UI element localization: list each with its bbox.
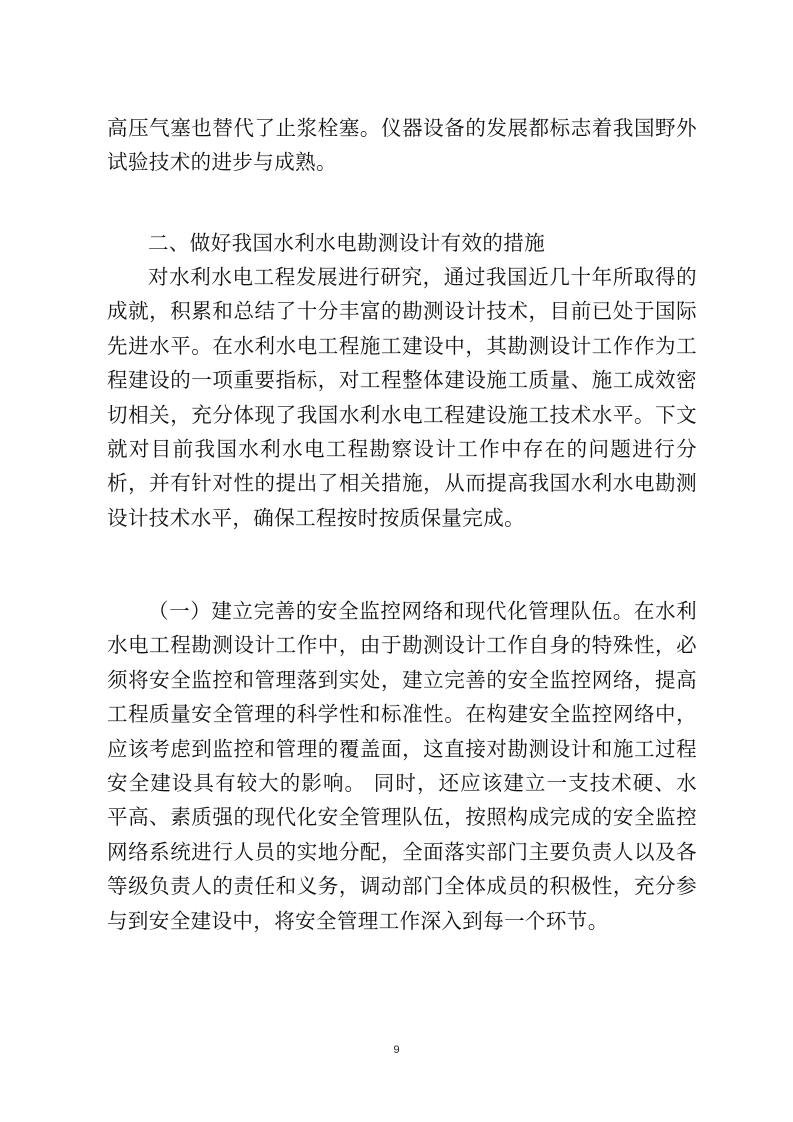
paragraph-section-body: 对水利水电工程发展进行研究，通过我国近几十年所取得的成就，积累和总结了十分丰富的勘测设计技术，目前已处于国际先进水平。在水利水电工程施工建设中，其勘测设计工作作为工程建设的一项重要指标，对工程整体建设施工质量、施工成效密切相关，充分体现了我国水利水电工程建设施工技术水平。下文就对目前我国水利水电工程勘察设计工作中存在的问题进行分析，并有针对性的提出了相关措施，从而提高我国水利水电勘测设计技术水平，确保工程按时按质保量完成。 xyxy=(107,265,697,530)
section-heading: 二、做好我国水利水电勘测设计有效的措施 xyxy=(148,231,546,255)
paragraph-intro-continuation: 高压气塞也替代了止浆栓塞。仪器设备的发展都标志着我国野外试验技术的进步与成熟。 xyxy=(107,116,697,175)
page-number: 9 xyxy=(393,1044,400,1056)
paragraph-subsection-1: （一）建立完善的安全监控网络和现代化管理队伍。在水利水电工程勘测设计工作中，由于勘测设计工作自身的特殊性，必须将安全监控和管理落到实处，建立完善的安全监控网络，提高工程质量安全管理的科学性和标准性。在构建安全监控网络中，应该考虑到监控和管理的覆盖面，这直接对勘测设计和施工过程安全建设具有较大的影响。 同时，还应该建立一支技术硬、水平高、素质强的现代化安全管理队伍，按照构成完成的安全监控网络系统进行人员的实地分配，全面落实部门主要负责人以及各等级负责人的责任和义务，调动部门全体成员的积极性，充分参与到安全建设中，将安全管理工作深入到每一个环节。 xyxy=(107,599,697,933)
